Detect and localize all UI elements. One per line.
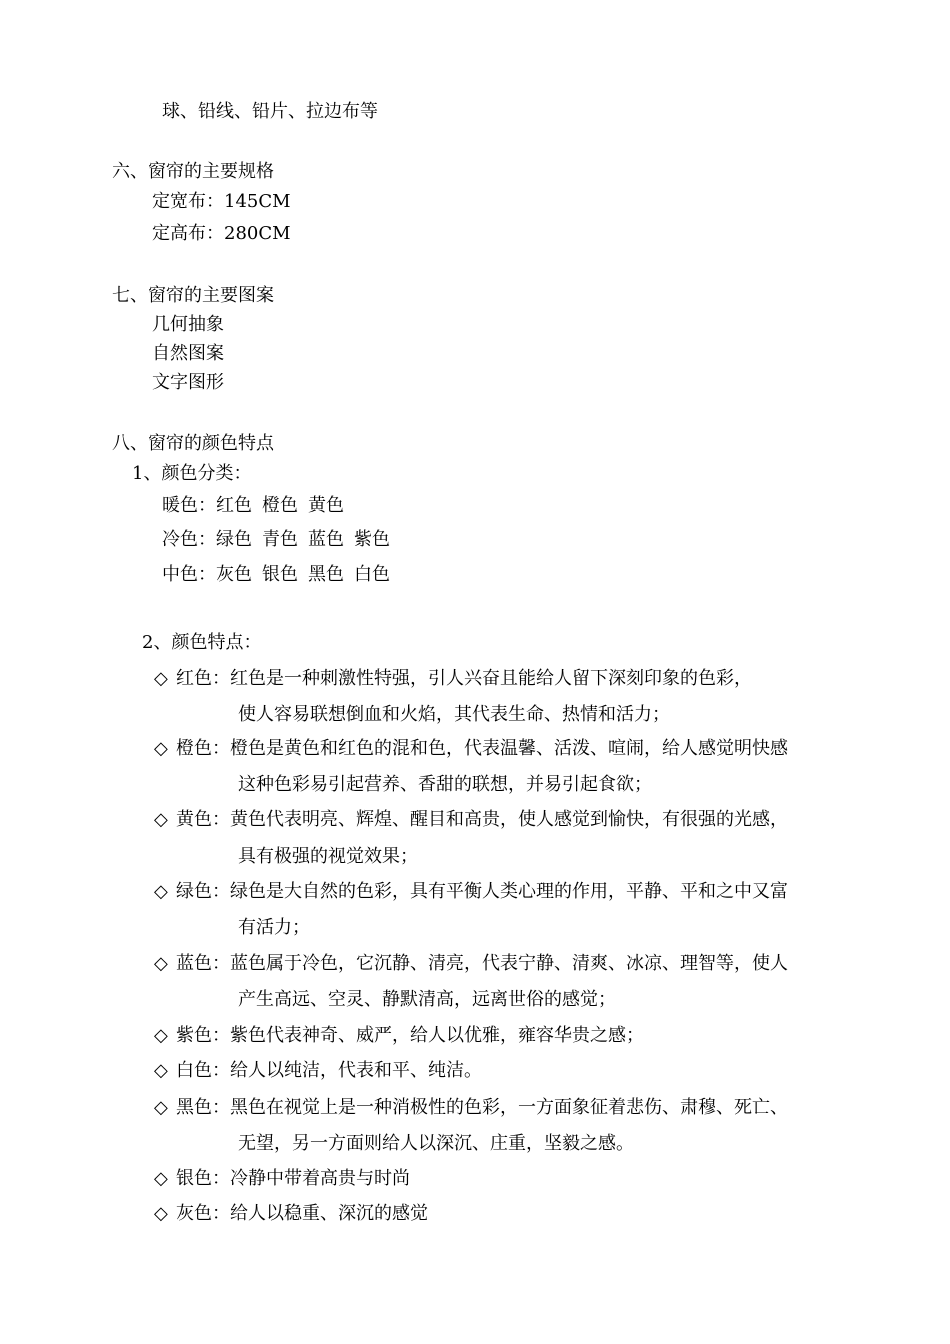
color-feature-item bbox=[154, 1024, 644, 1048]
feature-text: 黄色代表明亮、辉煌、醒目和高贵，使人感觉到愉快，有很强的光感， bbox=[230, 809, 788, 830]
color-name: 橙色 bbox=[262, 495, 298, 516]
color-feature-item bbox=[154, 952, 788, 976]
diamond-bullet-icon: ◇ bbox=[154, 881, 168, 902]
category-label: 暖色： bbox=[162, 495, 216, 516]
continuation-text: 球、铅线、铅片、拉边布等 bbox=[162, 101, 378, 122]
diamond-bullet-icon: ◇ bbox=[154, 1097, 168, 1118]
diamond-bullet-icon: ◇ bbox=[154, 1203, 168, 1224]
color-category-row bbox=[162, 494, 344, 518]
feature-label: 红色： bbox=[176, 668, 230, 689]
feature-text: 紫色代表神奇、威严，给人以优雅，雍容华贵之感； bbox=[230, 1025, 644, 1046]
feature-text-continuation: 这种色彩易引起营养、香甜的联想，并易引起食欲； bbox=[238, 774, 652, 795]
category-label: 中色： bbox=[162, 564, 216, 585]
color-feature-item bbox=[154, 1167, 410, 1191]
color-category-row bbox=[162, 528, 390, 552]
category-label: 冷色： bbox=[162, 529, 216, 550]
color-name: 灰色 bbox=[216, 564, 252, 585]
color-feature-item bbox=[154, 808, 788, 832]
color-feature-item bbox=[154, 667, 752, 691]
subheading-color-categories: 1、颜色分类： bbox=[132, 463, 252, 484]
color-name: 黄色 bbox=[308, 495, 344, 516]
color-name: 蓝色 bbox=[308, 529, 344, 550]
feature-label: 白色： bbox=[176, 1060, 230, 1081]
section-heading-8: 八、窗帘的颜色特点 bbox=[112, 433, 274, 454]
color-category-row bbox=[162, 563, 390, 587]
feature-text: 给人以纯洁，代表和平、纯洁。 bbox=[230, 1060, 482, 1081]
color-feature-item bbox=[154, 1096, 788, 1120]
feature-text-continuation: 具有极强的视觉效果； bbox=[238, 846, 418, 867]
feature-text: 蓝色属于冷色，它沉静、清亮，代表宁静、清爽、冰凉、理智等，使人 bbox=[230, 953, 788, 974]
feature-text-continuation: 使人容易联想倒血和火焰，其代表生命、热情和活力； bbox=[238, 704, 670, 725]
color-name: 紫色 bbox=[354, 529, 390, 550]
feature-text: 橙色是黄色和红色的混和色，代表温馨、活泼、喧闹，给人感觉明快感 bbox=[230, 738, 788, 759]
diamond-bullet-icon: ◇ bbox=[154, 738, 168, 759]
spec-item: 定宽布：145CM bbox=[152, 191, 291, 212]
feature-text: 冷静中带着高贵与时尚 bbox=[230, 1168, 410, 1189]
color-name: 红色 bbox=[216, 495, 252, 516]
diamond-bullet-icon: ◇ bbox=[154, 668, 168, 689]
section-heading-6: 六、窗帘的主要规格 bbox=[112, 161, 274, 182]
subheading-color-features: 2、颜色特点： bbox=[142, 632, 262, 653]
color-feature-item bbox=[154, 1202, 428, 1226]
feature-label: 蓝色： bbox=[176, 953, 230, 974]
feature-text-continuation: 产生高远、空灵、静默清高，远离世俗的感觉； bbox=[238, 989, 616, 1010]
color-feature-item bbox=[154, 737, 788, 761]
pattern-item: 几何抽象 bbox=[152, 314, 224, 335]
feature-text: 绿色是大自然的色彩，具有平衡人类心理的作用，平静、平和之中又富 bbox=[230, 881, 788, 902]
feature-text-continuation: 无望，另一方面则给人以深沉、庄重，坚毅之感。 bbox=[238, 1133, 634, 1154]
pattern-item: 自然图案 bbox=[152, 343, 224, 364]
color-name: 白色 bbox=[354, 564, 390, 585]
feature-text: 黑色在视觉上是一种消极性的色彩，一方面象征着悲伤、肃穆、死亡、 bbox=[230, 1097, 788, 1118]
pattern-item: 文字图形 bbox=[152, 372, 224, 393]
color-feature-item bbox=[154, 1059, 482, 1083]
feature-text-continuation: 有活力； bbox=[238, 917, 310, 938]
feature-text: 红色是一种刺激性特强，引人兴奋且能给人留下深刻印象的色彩， bbox=[230, 668, 752, 689]
feature-label: 紫色： bbox=[176, 1025, 230, 1046]
feature-label: 黄色： bbox=[176, 809, 230, 830]
color-name: 绿色 bbox=[216, 529, 252, 550]
color-name: 青色 bbox=[262, 529, 298, 550]
feature-label: 灰色： bbox=[176, 1203, 230, 1224]
diamond-bullet-icon: ◇ bbox=[154, 1168, 168, 1189]
feature-label: 银色： bbox=[176, 1168, 230, 1189]
feature-label: 绿色： bbox=[176, 881, 230, 902]
diamond-bullet-icon: ◇ bbox=[154, 809, 168, 830]
color-name: 黑色 bbox=[308, 564, 344, 585]
feature-label: 橙色： bbox=[176, 738, 230, 759]
diamond-bullet-icon: ◇ bbox=[154, 1060, 168, 1081]
color-feature-item bbox=[154, 880, 788, 904]
section-heading-7: 七、窗帘的主要图案 bbox=[112, 285, 274, 306]
feature-text: 给人以稳重、深沉的感觉 bbox=[230, 1203, 428, 1224]
color-name: 银色 bbox=[262, 564, 298, 585]
spec-item: 定高布：280CM bbox=[152, 223, 291, 244]
feature-label: 黑色： bbox=[176, 1097, 230, 1118]
diamond-bullet-icon: ◇ bbox=[154, 953, 168, 974]
diamond-bullet-icon: ◇ bbox=[154, 1025, 168, 1046]
